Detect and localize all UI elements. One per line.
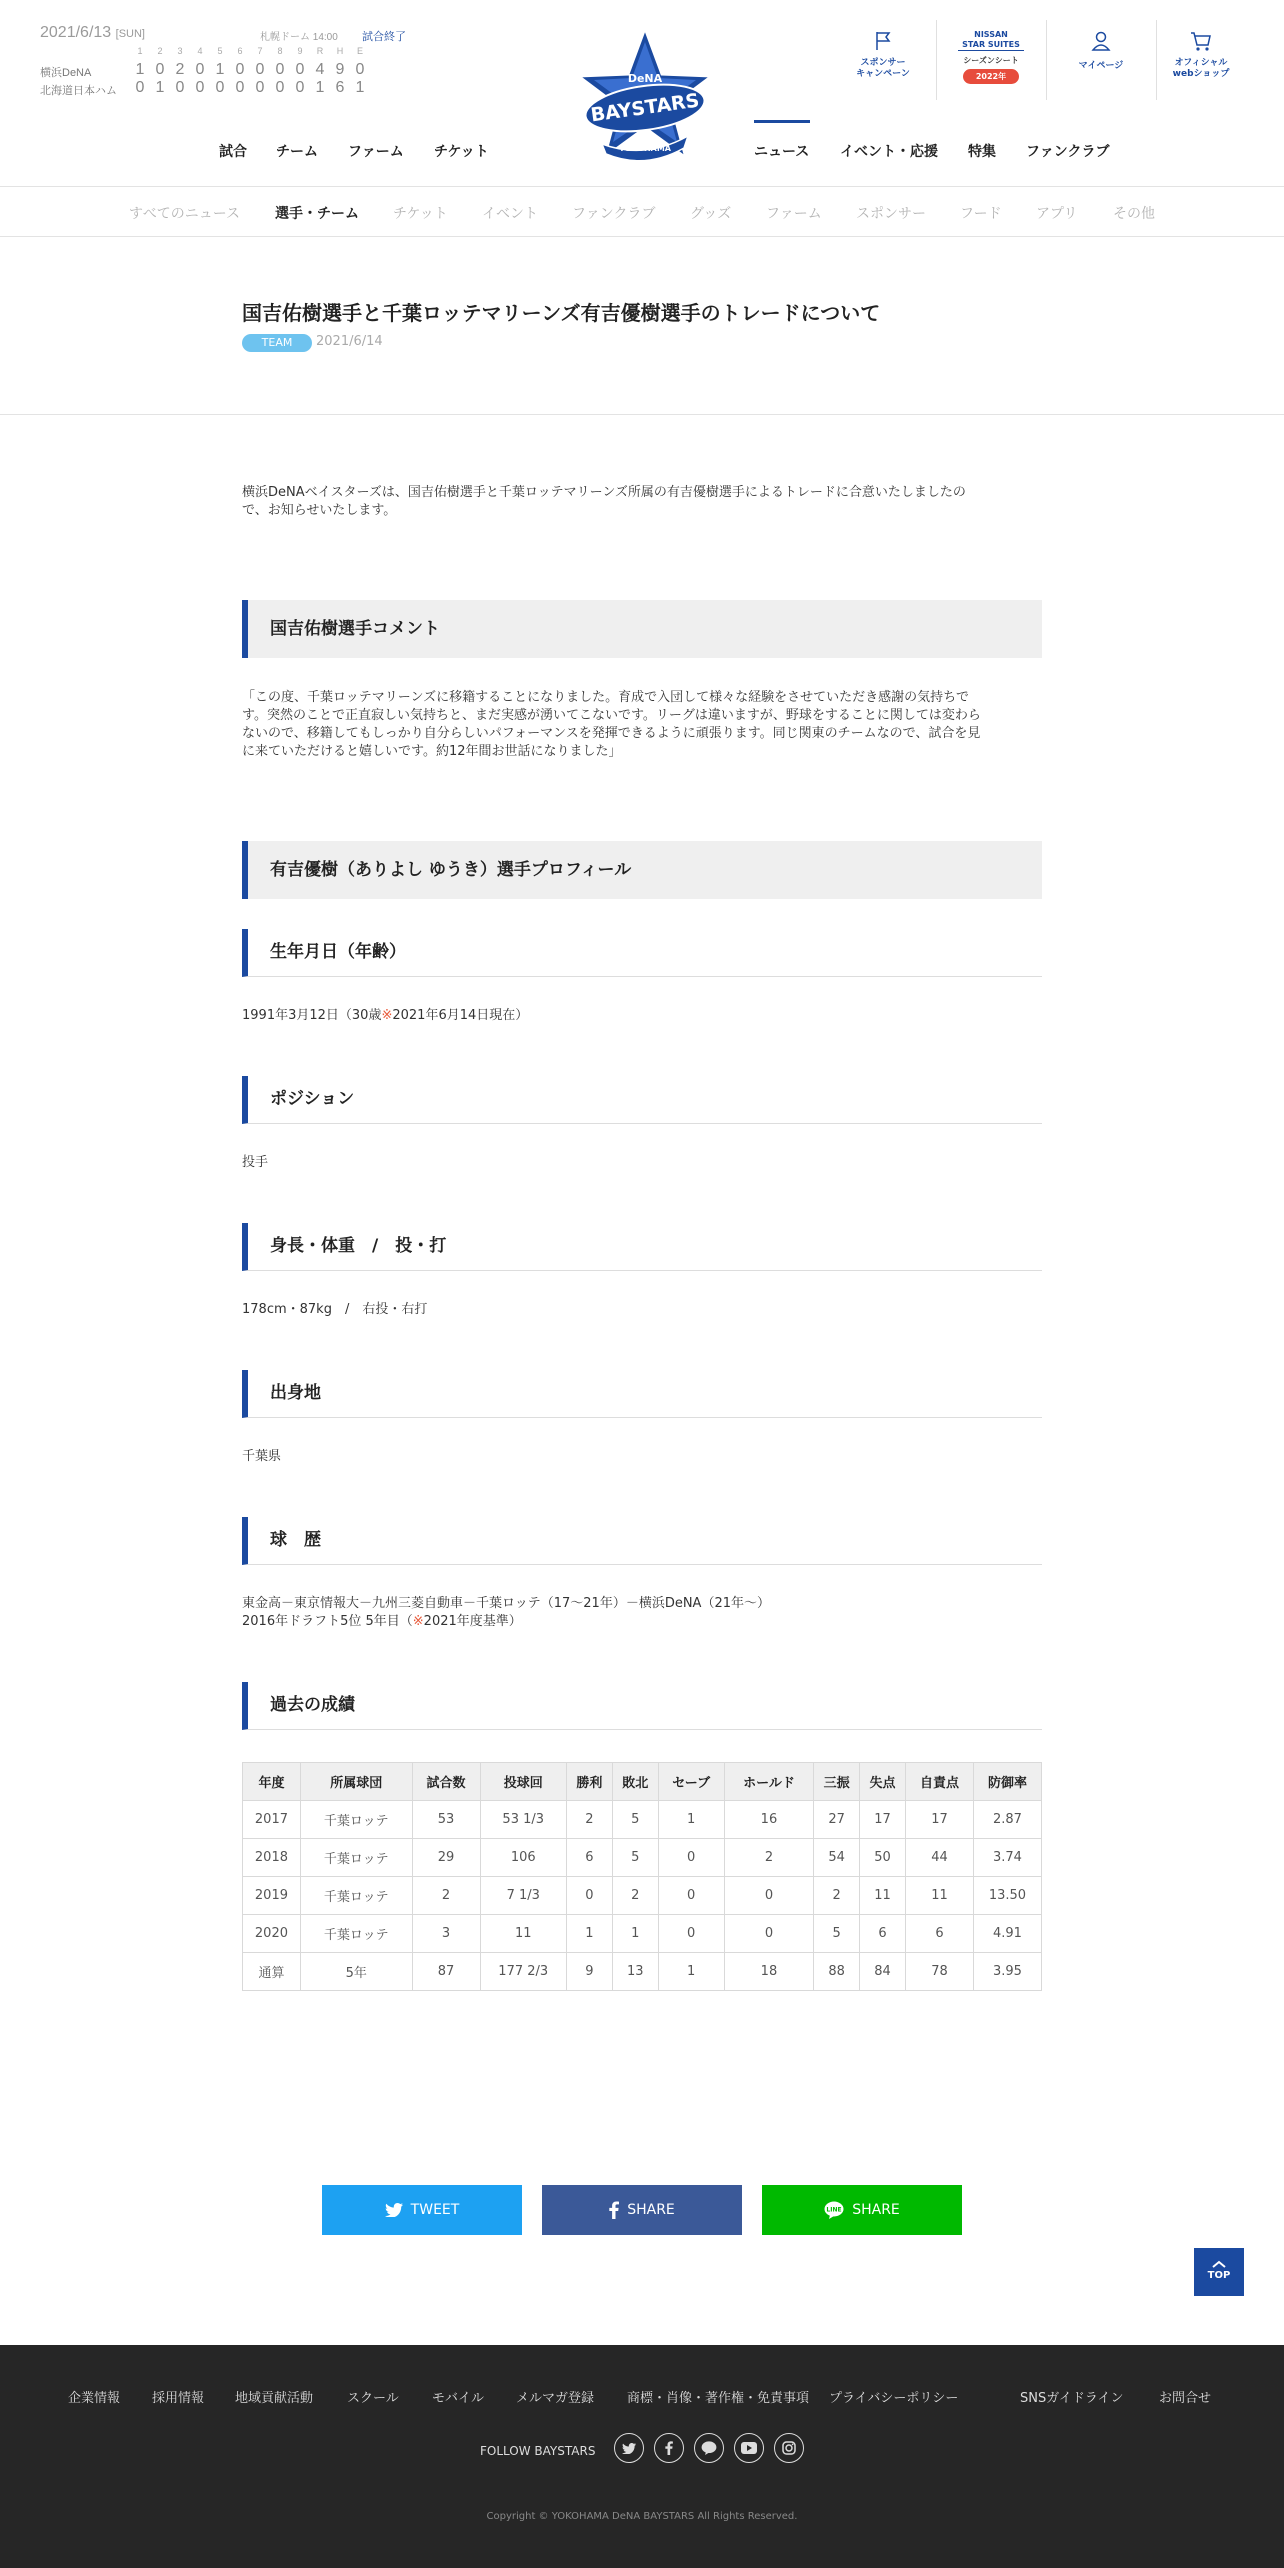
cart-icon	[1189, 30, 1213, 52]
stats-row	[243, 1953, 1042, 1991]
inning-label: H	[336, 46, 344, 56]
mypage-link[interactable]: マイページ	[1046, 16, 1156, 102]
inning-score: 0	[155, 61, 165, 78]
stats-cell: 5	[814, 1915, 860, 1953]
svg-text:LINE: LINE	[826, 2206, 842, 2214]
stats-row	[243, 1877, 1042, 1915]
stats-cell: 5年	[300, 1953, 412, 1991]
stats-cell: 1	[658, 1801, 724, 1839]
stats-row	[243, 1915, 1042, 1953]
footer-link-mobile[interactable]: モバイル	[432, 2391, 485, 2406]
sponsor-campaign-link[interactable]: スポンサー キャンペーン	[828, 16, 938, 102]
stats-column-header: 勝利	[566, 1763, 612, 1801]
inning-score: 0	[195, 79, 205, 96]
instagram-icon[interactable]	[774, 2433, 804, 2463]
position-heading: ポジション	[242, 1076, 1042, 1124]
stats-cell: 2020	[243, 1915, 301, 1953]
stats-column-header: 三振	[814, 1763, 860, 1801]
footer-link-privacy[interactable]: プライバシーポリシー	[829, 2391, 959, 2406]
stats-cell: 2.87	[973, 1801, 1041, 1839]
stats-row	[243, 1801, 1042, 1839]
stats-cell: 千葉ロッテ	[300, 1839, 412, 1877]
game-date: 2021/6/13 [SUN]	[40, 24, 145, 41]
tweet-button[interactable]: TWEET	[322, 2185, 522, 2235]
inning-score: 0	[275, 79, 285, 96]
publish-date: 2021/6/14	[316, 334, 383, 349]
inning-score: 0	[355, 61, 365, 78]
career-heading: 球 歴	[242, 1517, 1042, 1565]
inning-score: 2	[175, 61, 185, 78]
inning-score: 4	[315, 61, 325, 78]
news-category-nav	[0, 187, 1284, 237]
stats-cell: 0	[724, 1915, 814, 1953]
stats-cell: 177 2/3	[480, 1953, 566, 1991]
inning-score: 0	[135, 79, 145, 96]
stats-cell: 1	[658, 1953, 724, 1991]
stats-cell: 9	[566, 1953, 612, 1991]
stats-cell: 2	[814, 1877, 860, 1915]
twitter-icon[interactable]	[614, 2433, 644, 2463]
body-value: 178cm・87kg / 右投・右打	[242, 1302, 428, 1317]
inning-label: E	[356, 46, 363, 56]
subnav-fanclub[interactable]: ファンクラブ	[572, 206, 656, 222]
back-to-top-button[interactable]: TOP	[1194, 2248, 1244, 2296]
birthdate-value: 1991年3月12日（30歳※2021年6月14日現在）	[242, 1008, 529, 1023]
nav-team[interactable]: チーム	[276, 144, 318, 160]
stats-cell: 11	[860, 1877, 906, 1915]
facebook-icon[interactable]	[654, 2433, 684, 2463]
stats-cell: 11	[906, 1877, 974, 1915]
stats-heading: 過去の成績	[242, 1682, 1042, 1730]
inning-score: 1	[135, 61, 145, 78]
position-value: 投手	[242, 1155, 269, 1170]
footer-link-company[interactable]: 企業情報	[68, 2391, 121, 2406]
stats-cell: 88	[814, 1953, 860, 1991]
footer-link-recruit[interactable]: 採用情報	[152, 2391, 205, 2406]
stats-cell: 11	[480, 1915, 566, 1953]
stats-cell: 78	[906, 1953, 974, 1991]
stats-cell: 通算	[243, 1953, 301, 1991]
stats-cell: 0	[658, 1839, 724, 1877]
stats-cell: 13.50	[973, 1877, 1041, 1915]
inning-score: 0	[235, 61, 245, 78]
copyright: Copyright © YOKOHAMA DeNA BAYSTARS All Rights Reserved.	[486, 2511, 798, 2522]
stats-cell: 2018	[243, 1839, 301, 1877]
stats-column-header: ホールド	[724, 1763, 814, 1801]
stats-cell: 6	[906, 1915, 974, 1953]
inning-score: 6	[335, 79, 345, 96]
stats-cell: 0	[724, 1877, 814, 1915]
facebook-icon	[609, 2201, 619, 2219]
inning-label: 5	[217, 46, 223, 56]
nav-ticket[interactable]: チケット	[434, 144, 489, 160]
stats-cell: 4.91	[973, 1915, 1041, 1953]
team-row-away: 北海道日本ハム 0 1 0 0 0 0 0 0 0 1 6 1	[40, 82, 117, 98]
stats-cell: 53 1/3	[480, 1801, 566, 1839]
chevron-up-icon	[1212, 2260, 1226, 2268]
stats-cell: 5	[612, 1801, 658, 1839]
inning-score: 0	[255, 61, 265, 78]
youtube-icon[interactable]	[734, 2433, 764, 2463]
stats-cell: 84	[860, 1953, 906, 1991]
stats-cell: 18	[724, 1953, 814, 1991]
stats-column-header: 年度	[243, 1763, 301, 1801]
line-icon[interactable]	[694, 2433, 724, 2463]
subnav-all[interactable]: すべてのニュース	[129, 206, 241, 222]
stats-cell: 106	[480, 1839, 566, 1877]
site-footer	[0, 2345, 1284, 2568]
subnav-event[interactable]: イベント	[482, 206, 538, 222]
line-icon	[824, 2201, 844, 2219]
stats-cell: 千葉ロッテ	[300, 1801, 412, 1839]
facebook-share-button[interactable]: SHARE	[542, 2185, 742, 2235]
stats-column-header: 自責点	[906, 1763, 974, 1801]
line-share-button[interactable]: LINE SHARE	[762, 2185, 962, 2235]
nav-feature[interactable]: 特集	[968, 144, 996, 160]
stats-cell: 16	[724, 1801, 814, 1839]
career-value: 東金高－東京情報大－九州三菱自動車－千葉ロッテ（17～21年）－横浜DeNA（21年～） 2016年ドラフト5位 5年目（※2021年度基準）	[242, 1596, 770, 1629]
stats-column-header: 試合数	[412, 1763, 480, 1801]
footer-link-school[interactable]: スクール	[347, 2391, 399, 2406]
category-badge[interactable]: TEAM	[242, 334, 312, 352]
stats-cell: 2	[724, 1839, 814, 1877]
subnav-farm[interactable]: ファーム	[766, 206, 822, 222]
follow-label: FOLLOW BAYSTARS	[480, 2444, 596, 2458]
inning-label: 9	[297, 46, 303, 56]
stats-column-header: セーブ	[658, 1763, 724, 1801]
stats-cell: 54	[814, 1839, 860, 1877]
subnav-ticket[interactable]: チケット	[393, 206, 448, 222]
footer-link-community[interactable]: 地域貢献活動	[235, 2391, 314, 2406]
nav-fanclub[interactable]: ファンクラブ	[1026, 144, 1110, 160]
player-comment: 「この度、千葉ロッテマリーンズに移籍することになりました。育成で入団して様々な経験をさせていただき感謝の気持ちで す。突然のことで正直寂しい気持ちと、まだ実感が湧いてこないです。リーグは違いますが、野球をすることに関しては変わら ないので、移籍してもしっかり自分らしいパフォーマンスを発揮できるように頑張ります。同じ関東のチームなので、試合を見 に来ていただけると嬉しいです。約12年間お世話になりました」	[242, 690, 981, 759]
logo-text-baystars: BAYSTARS	[589, 89, 701, 127]
inning-score: 0	[175, 79, 185, 96]
stats-column-header: 投球回	[480, 1763, 566, 1801]
stats-cell: 2	[612, 1877, 658, 1915]
stats-cell: 6	[566, 1839, 612, 1877]
nav-active-indicator	[754, 120, 810, 123]
stats-header-row	[243, 1763, 1042, 1801]
article-title: 国吉佑樹選手と千葉ロッテマリーンズ有吉優樹選手のトレードについて	[242, 301, 881, 325]
stats-row	[243, 1839, 1042, 1877]
inning-score: 0	[215, 79, 225, 96]
footer-link-mailmag[interactable]: メルマガ登録	[516, 2391, 595, 2406]
stats-cell: 0	[566, 1877, 612, 1915]
subnav-goods[interactable]: グッズ	[690, 206, 732, 222]
profile-heading: 有吉優樹（ありよし ゆうき）選手プロフィール	[242, 841, 1042, 899]
stats-cell: 29	[412, 1839, 480, 1877]
stats-cell: 3.74	[973, 1839, 1041, 1877]
stats-cell: 2	[412, 1877, 480, 1915]
stats-cell: 53	[412, 1801, 480, 1839]
subnav-app[interactable]: アプリ	[1036, 206, 1078, 222]
inning-score: 0	[235, 79, 245, 96]
inning-label: 4	[197, 46, 203, 56]
stats-cell: 千葉ロッテ	[300, 1915, 412, 1953]
stats-cell: 1	[612, 1915, 658, 1953]
stats-cell: 17	[860, 1801, 906, 1839]
stats-column-header: 失点	[860, 1763, 906, 1801]
article-intro: 横浜DeNAベイスターズは、国吉佑樹選手と千葉ロッテマリーンズ所属の有吉優樹選手によるトレードに合意いたしましたの で、お知らせいたします。	[242, 485, 966, 518]
nav-event[interactable]: イベント・応援	[840, 144, 938, 160]
body-heading: 身長・体重 / 投・打	[242, 1223, 1042, 1271]
stats-cell: 17	[906, 1801, 974, 1839]
stats-table	[242, 1762, 1042, 1991]
game-status[interactable]: 試合終了	[362, 31, 406, 43]
comment-heading: 国吉佑樹選手コメント	[242, 600, 1042, 658]
inning-label: 1	[137, 46, 143, 56]
stats-cell: 2019	[243, 1877, 301, 1915]
stats-cell: 1	[566, 1915, 612, 1953]
site-header	[0, 0, 1284, 187]
footer-link-sns-guideline[interactable]: SNSガイドライン	[1020, 2391, 1124, 2406]
inning-label: 8	[277, 46, 283, 56]
subnav-other[interactable]: その他	[1113, 206, 1155, 222]
footer-link-trademark[interactable]: 商標・肖像・著作権・免責事項	[627, 2391, 810, 2406]
stats-column-header: 防御率	[973, 1763, 1041, 1801]
stats-cell: 0	[658, 1877, 724, 1915]
webshop-link[interactable]: オフィシャル webショップ	[1146, 16, 1256, 102]
stats-cell: 44	[906, 1839, 974, 1877]
nav-news[interactable]: ニュース	[754, 144, 810, 160]
subnav-sponsor[interactable]: スポンサー	[856, 206, 926, 222]
game-venue: 札幌ドーム 14:00	[260, 32, 338, 43]
season-seat-link[interactable]: NISSAN STAR SUITES シーズンシート 2022年	[936, 16, 1046, 102]
birthdate-heading: 生年月日（年齢）	[242, 929, 1042, 977]
inning-score: 9	[335, 61, 345, 78]
subnav-food[interactable]: フード	[960, 206, 1002, 222]
logo-text-yokohama: YOKOHAMA	[619, 144, 671, 153]
subnav-player-team[interactable]: 選手・チーム	[275, 206, 359, 222]
inning-label: 3	[177, 46, 183, 56]
stats-cell: 6	[860, 1915, 906, 1953]
nav-farm[interactable]: ファーム	[348, 144, 404, 160]
inning-score: 0	[295, 61, 305, 78]
birthplace-value: 千葉県	[242, 1449, 282, 1464]
stats-cell: 0	[658, 1915, 724, 1953]
inning-label: R	[316, 46, 324, 56]
birthplace-heading: 出身地	[242, 1370, 1042, 1418]
team-row-home: 横浜DeNA 1 0 2 0 1 0 0 0 0 4 9 0	[40, 64, 91, 80]
inning-score: 1	[355, 79, 365, 96]
stats-cell: 7 1/3	[480, 1877, 566, 1915]
inning-score: 0	[275, 61, 285, 78]
stats-cell: 13	[612, 1953, 658, 1991]
stats-cell: 千葉ロッテ	[300, 1877, 412, 1915]
inning-label: 6	[237, 46, 243, 56]
inning-score: 1	[315, 79, 325, 96]
inning-score: 1	[155, 79, 165, 96]
inning-score: 0	[195, 61, 205, 78]
inning-score: 1	[215, 61, 225, 78]
footer-link-contact[interactable]: お問合せ	[1159, 2391, 1212, 2406]
person-icon	[1090, 30, 1112, 52]
article-header	[0, 237, 1284, 415]
inning-score: 0	[255, 79, 265, 96]
season-seat-badge: 2022年	[963, 69, 1019, 84]
stats-column-header: 所属球団	[300, 1763, 412, 1801]
stats-cell: 2017	[243, 1801, 301, 1839]
stats-cell: 3.95	[973, 1953, 1041, 1991]
inning-score: 0	[295, 79, 305, 96]
nav-game[interactable]: 試合	[219, 144, 247, 160]
stats-cell: 5	[612, 1839, 658, 1877]
logo-text-dena: DeNA	[627, 72, 663, 85]
stats-cell: 87	[412, 1953, 480, 1991]
inning-label: 2	[157, 46, 163, 56]
stats-cell: 2	[566, 1801, 612, 1839]
inning-label: 7	[257, 46, 263, 56]
twitter-icon	[385, 2203, 403, 2217]
stats-column-header: 敗北	[612, 1763, 658, 1801]
stats-cell: 50	[860, 1839, 906, 1877]
flag-icon	[872, 30, 894, 52]
stats-cell: 3	[412, 1915, 480, 1953]
stats-cell: 27	[814, 1801, 860, 1839]
